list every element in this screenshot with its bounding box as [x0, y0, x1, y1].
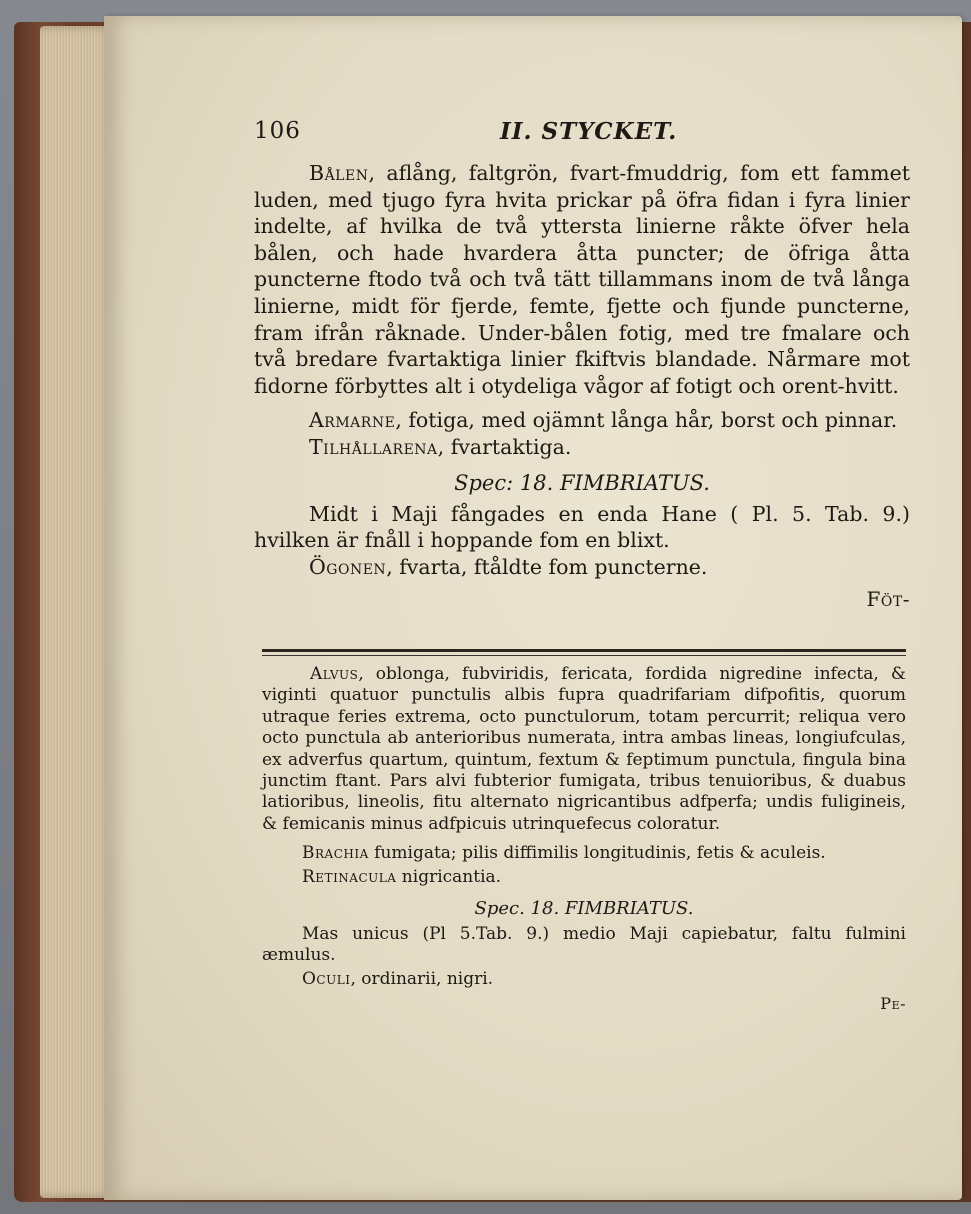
page-header — [254, 118, 894, 158]
species-heading — [262, 898, 906, 920]
paragraph-mas — [262, 924, 906, 967]
paragraph-balen — [254, 160, 910, 399]
term-label: Armarne — [309, 408, 396, 433]
term-label: Retinacula — [302, 866, 397, 887]
paragraph-text: , fvartaktiga. — [437, 434, 572, 459]
species-name: FIMBRIATUS. — [559, 470, 710, 495]
paragraph-text: , fvarta, ftåldte fom puncterne. — [386, 554, 708, 579]
paragraph-text: fumigata; pilis diffimilis longitudinis, fetis & aculeis. — [368, 843, 826, 864]
paragraph-retinacula — [262, 867, 906, 888]
paragraph-text: , fotiga, med ojämnt långa hår, borst och pinnar. — [395, 408, 898, 433]
paragraph-text: Midt i Maji fångades en enda Hane ( Pl. 5. Tab. 9.) hvilken är fnåll i hoppande fom en blixt. — [254, 501, 910, 553]
paragraph-ogonen — [254, 554, 910, 581]
running-head: II. STYCKET. — [500, 118, 678, 145]
paragraph-oculi — [262, 969, 906, 990]
separator-rule-thin — [262, 655, 906, 656]
paragraph-tilhallarena — [254, 434, 910, 461]
term-label: Bålen — [309, 161, 369, 185]
page-number: 106 — [254, 118, 301, 144]
paragraph-alvus — [262, 664, 906, 835]
paragraph-text: Mas unicus (Pl 5.Tab. 9.) medio Maji capiebatur, faltu fulmini æmulus. — [262, 924, 906, 966]
term-label: Ögonen — [309, 554, 387, 579]
species-prefix: Spec. 18. — [474, 898, 560, 920]
swedish-text — [254, 160, 910, 612]
term-label: Brachia — [302, 843, 369, 864]
paragraph-brachia — [262, 843, 906, 864]
paragraph-text: nigricantia. — [396, 866, 502, 887]
paragraph-midt — [254, 501, 910, 554]
species-name: FIMBRIATUS. — [564, 898, 694, 920]
separator-rule — [262, 649, 906, 652]
species-heading — [254, 469, 910, 497]
catchword: Pe- — [880, 994, 906, 1014]
paragraph-armarne — [254, 407, 910, 434]
term-label: Tilhållarena — [309, 434, 438, 459]
species-prefix: Spec: 18. — [454, 470, 554, 495]
latin-text — [262, 664, 906, 1014]
paragraph-text: , ordinarii, nigri. — [350, 968, 494, 989]
catchword: Föt- — [866, 587, 910, 612]
paragraph-text: , oblonga, fubviridis, fericata, fordida nigredine infecta, & viginti quatuor punctulis albis fupra quadrifariam difpofitis, quorum utraque feries extrema, octo punctulorum, totam percurrit; reliqua vero octo punctula ab anterioribus numerata, intra ambas lineas, longiufculas, ex adverfus quartum, quintum, fextum & feptimum punctula, fingula bina junctim ftant. Pars alvi fubterior fumigata, tribus tenuioribus, & duabus latioribus, lineolis, fitu alternato nigricantibus adfperfa; undis fuligineis, & femicanis minus adfpicuis utrinquefecus coloratur. — [262, 664, 906, 834]
term-label: Oculi — [302, 968, 351, 989]
paragraph-text: , aflång, faltgrön, fvart-fmuddrig, fom ett fammet luden, med tjugo fyra hvita prickar på öfra fidan i fyra linier indelte, af hvilka de två yttersta linierne råkte öfver hela bålen, och hade hvardera åtta puncter; de öfriga åtta puncterne ftodo två och två tätt tillammans inom de två långa linierne, midt för fjerde, femte, fjette och fjunde puncterne, fram ifrån råknade. Under-bålen fotig, med tre fmalare och två bredare fvartaktiga linier fkiftvis blandade. Nårmare mot fidorne förbyttes alt i otydeliga vågor af fotigt och orent-hvitt. — [254, 161, 910, 398]
term-label: Alvus — [310, 664, 359, 684]
